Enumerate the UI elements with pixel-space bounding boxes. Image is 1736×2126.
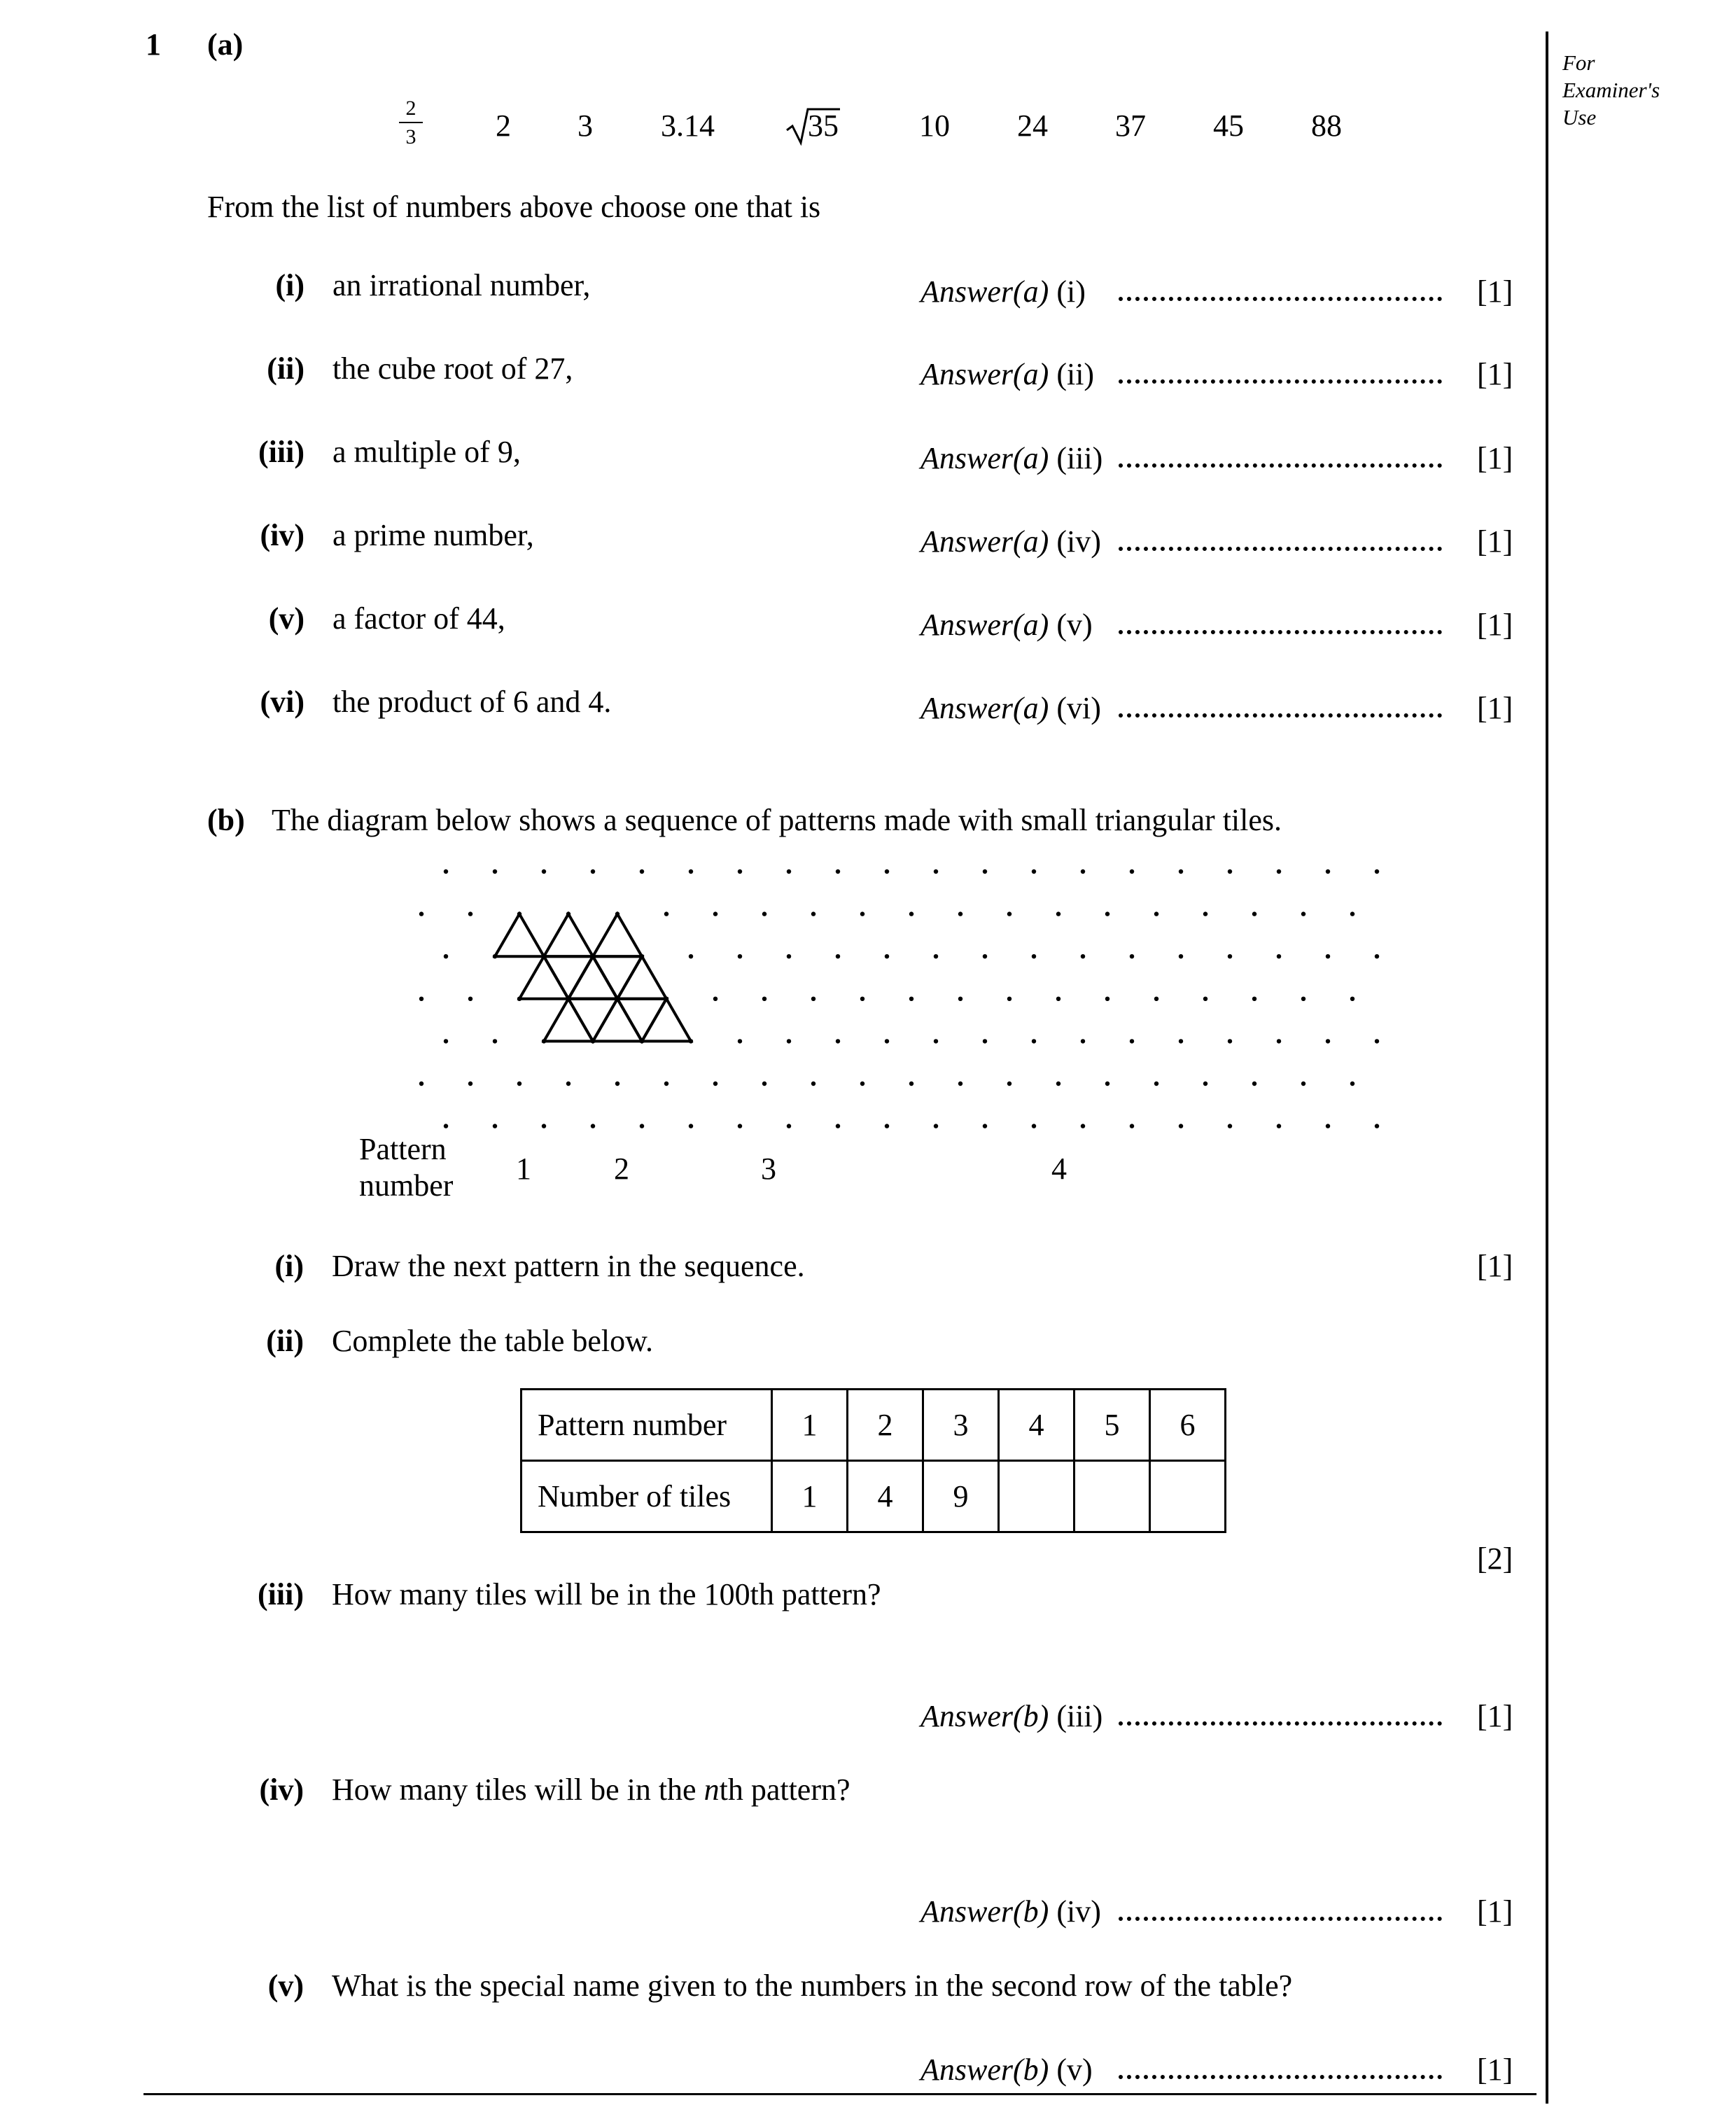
grid-dot	[1252, 1082, 1256, 1086]
question-text: a multiple of 9,	[332, 435, 521, 469]
pattern-number-2: 2	[614, 1152, 629, 1186]
grid-dot	[689, 1124, 693, 1128]
grid-dot	[983, 869, 987, 874]
part-b-v-marks: [1]	[1477, 2052, 1513, 2087]
grid-dot	[1375, 869, 1379, 874]
roman-label: (iii)	[258, 435, 304, 469]
grid-dot	[1203, 911, 1208, 916]
grid-dot	[909, 911, 913, 916]
grid-dot	[1081, 954, 1085, 958]
grid-dot	[493, 1039, 497, 1043]
part-b-v-answer-label	[920, 2052, 1093, 2087]
grid-dot	[1032, 1124, 1036, 1128]
fraction-denominator: 3	[405, 125, 416, 148]
table-header-pattern-number: Pattern number	[522, 1390, 772, 1461]
table-cell: 6	[1150, 1390, 1226, 1461]
grid-dot	[1277, 954, 1281, 958]
grid-dot	[1375, 954, 1379, 958]
number-two-thirds	[399, 98, 423, 148]
examiner-margin-line	[1546, 32, 1548, 2104]
grid-dot	[1301, 911, 1306, 916]
answer-label	[920, 274, 1086, 309]
roman-label: (i)	[275, 268, 304, 302]
grid-dot	[738, 1039, 742, 1043]
table-header-number-of-tiles: Number of tiles	[522, 1461, 772, 1532]
grid-dot	[909, 997, 913, 1001]
grid-dot	[1375, 1039, 1379, 1043]
roman-label: (vi)	[260, 685, 304, 719]
grid-dot	[1056, 997, 1060, 1001]
marks: [1]	[1477, 274, 1513, 309]
triangular-dot-grid[interactable]	[406, 858, 1414, 1152]
answer-suffix: (iv)	[1056, 1894, 1101, 1929]
triangular-tile	[568, 956, 617, 999]
number-45: 45	[1213, 109, 1244, 143]
grid-dot	[1277, 1039, 1281, 1043]
grid-dot	[1032, 869, 1036, 874]
part-b-i-label: (i)	[274, 1249, 304, 1283]
table-cell: 9	[923, 1461, 999, 1532]
grid-dot	[1228, 954, 1232, 958]
triangular-tile	[544, 914, 593, 957]
grid-dot	[787, 1039, 791, 1043]
answer-prefix: Answer(b)	[920, 1699, 1049, 1733]
grid-dot	[713, 1082, 718, 1086]
grid-dot	[591, 869, 595, 874]
part-b-v-answer-line[interactable]	[1119, 2075, 1442, 2079]
part-b-v-label: (v)	[267, 1968, 304, 2003]
grid-dot	[1350, 997, 1354, 1001]
triangular-tile	[617, 999, 666, 1042]
grid-dot	[983, 954, 987, 958]
grid-dot	[1375, 1124, 1379, 1128]
answer-prefix: Answer(a)	[920, 441, 1049, 475]
answer-line[interactable]	[1119, 547, 1442, 551]
number-10: 10	[919, 109, 950, 143]
grid-dot	[640, 1124, 644, 1128]
table-row-number-of-tiles	[522, 1461, 1226, 1532]
table-answer-cell-5[interactable]	[1074, 1461, 1150, 1532]
grid-dot	[811, 997, 816, 1001]
marks: [1]	[1477, 524, 1513, 559]
part-b-iv-answer-label	[920, 1896, 1101, 1927]
part-b-iii-answer-label	[920, 1701, 1102, 1732]
part-b-ii-text: Complete the table below.	[332, 1324, 654, 1358]
grid-dot	[1154, 997, 1158, 1001]
grid-dot	[934, 869, 938, 874]
grid-dot	[958, 1082, 962, 1086]
grid-dot	[566, 1082, 570, 1086]
grid-dot	[493, 869, 497, 874]
answer-prefix: Answer(a)	[920, 274, 1049, 309]
grid-dot	[517, 1082, 522, 1086]
grid-dot	[836, 1124, 840, 1128]
table-cell: 1	[772, 1390, 848, 1461]
part-b-v-text: What is the special name given to the numbers in the second row of the table?	[332, 1968, 1293, 2003]
part-b-label: (b)	[207, 803, 245, 837]
grid-dot	[1007, 1082, 1011, 1086]
part-b-iii-answer-line[interactable]	[1119, 1721, 1442, 1726]
grid-dot	[468, 1082, 472, 1086]
part-b-iv-marks: [1]	[1477, 1894, 1513, 1929]
grid-dot	[1105, 911, 1110, 916]
grid-dot	[1179, 869, 1183, 874]
part-b-iv-text	[332, 1772, 850, 1807]
grid-dot	[1301, 1082, 1306, 1086]
fraction-bar	[399, 122, 423, 123]
grid-dot	[1252, 911, 1256, 916]
question-number: 1	[146, 27, 161, 62]
marks: [1]	[1477, 357, 1513, 391]
grid-dot	[664, 1082, 668, 1086]
grid-dot	[615, 1082, 620, 1086]
answer-prefix: Answer(a)	[920, 524, 1049, 559]
grid-dot	[1007, 911, 1011, 916]
table-cell: 4	[999, 1390, 1074, 1461]
roman-label: (ii)	[267, 351, 304, 386]
part-b-i-marks: [1]	[1477, 1249, 1513, 1283]
answer-suffix: (vi)	[1056, 691, 1101, 725]
answer-suffix: (v)	[1056, 608, 1093, 642]
pattern-tiles-table	[520, 1388, 1226, 1533]
table-cell: 3	[923, 1390, 999, 1461]
grid-dot	[1326, 1124, 1330, 1128]
grid-dot	[444, 1124, 448, 1128]
number-37: 37	[1115, 109, 1146, 143]
answer-suffix: (iv)	[1056, 524, 1101, 559]
grid-dot	[1228, 869, 1232, 874]
table-answer-cell-6[interactable]	[1150, 1461, 1226, 1532]
grid-dot	[468, 911, 472, 916]
grid-dot	[1203, 1082, 1208, 1086]
grid-dot	[689, 869, 693, 874]
marks: [1]	[1477, 608, 1513, 642]
triangular-tile	[593, 956, 642, 999]
grid-dot	[811, 911, 816, 916]
grid-dot	[640, 869, 644, 874]
answer-label	[920, 526, 1101, 557]
grid-dot	[1179, 954, 1183, 958]
grid-dot	[787, 954, 791, 958]
triangular-tile	[593, 914, 642, 957]
grid-dot	[762, 911, 766, 916]
grid-dot	[909, 1082, 913, 1086]
grid-dot	[811, 1082, 816, 1086]
part-b-intro: The diagram below shows a sequence of patterns made with small triangular tiles.	[272, 803, 1282, 837]
answer-suffix: (ii)	[1056, 357, 1095, 391]
grid-dot	[444, 869, 448, 874]
part-b-iii-text: How many tiles will be in the 100th pattern?	[332, 1577, 881, 1611]
part-b-iv-label: (iv)	[259, 1772, 304, 1807]
triangular-tile	[568, 956, 617, 999]
fraction-numerator: 2	[405, 97, 416, 120]
triangular-tile	[495, 914, 544, 957]
grid-dot	[860, 997, 864, 1001]
grid-dot	[1130, 1124, 1134, 1128]
triangular-tile	[544, 999, 593, 1042]
grid-dot	[958, 911, 962, 916]
grid-dot	[1081, 1039, 1085, 1043]
grid-dot	[1277, 869, 1281, 874]
part-b-ii-label: (ii)	[266, 1324, 304, 1358]
answer-line[interactable]	[1119, 463, 1442, 468]
part-b-iii-marks: [1]	[1477, 1699, 1513, 1733]
grid-dot	[1105, 1082, 1110, 1086]
grid-dot	[934, 1039, 938, 1043]
grid-dot	[493, 1124, 497, 1128]
pattern-number-4: 4	[1051, 1152, 1067, 1186]
grid-dot	[1326, 869, 1330, 874]
grid-dot	[1154, 1082, 1158, 1086]
number-88: 88	[1311, 109, 1342, 143]
grid-dot	[934, 954, 938, 958]
grid-dot	[738, 954, 742, 958]
pattern-number-label-line2: number	[359, 1168, 454, 1203]
answer-label	[920, 359, 1094, 390]
pattern-number-label-line1: Pattern	[359, 1132, 447, 1166]
grid-dot	[1081, 869, 1085, 874]
grid-dot	[983, 1124, 987, 1128]
grid-dot	[1179, 1124, 1183, 1128]
answer-prefix: Answer(a)	[920, 691, 1049, 725]
grid-dot	[1228, 1039, 1232, 1043]
grid-dot	[1130, 869, 1134, 874]
roman-label: (iv)	[260, 518, 304, 552]
grid-dot	[1056, 911, 1060, 916]
grid-dot	[419, 1082, 424, 1086]
table-cell: 2	[848, 1390, 923, 1461]
grid-dot	[468, 997, 472, 1001]
grid-dot	[1032, 954, 1036, 958]
triangular-tile	[544, 956, 593, 999]
triangular-tile	[642, 999, 691, 1042]
grid-dot	[1130, 1039, 1134, 1043]
part-a-instruction: From the list of numbers above choose one that is	[207, 190, 821, 224]
grid-dot	[836, 869, 840, 874]
table-answer-cell-4[interactable]	[999, 1461, 1074, 1532]
grid-dot	[787, 1124, 791, 1128]
grid-dot	[1203, 997, 1208, 1001]
grid-dot	[983, 1039, 987, 1043]
grid-dot	[542, 869, 546, 874]
answer-label	[920, 693, 1101, 724]
grid-dot	[836, 1039, 840, 1043]
answer-prefix: Answer(a)	[920, 357, 1049, 391]
part-a-label: (a)	[207, 27, 244, 62]
grid-dot	[1105, 997, 1110, 1001]
number-24: 24	[1017, 109, 1048, 143]
part-b-i-text: Draw the next pattern in the sequence.	[332, 1249, 805, 1283]
pattern-number-1: 1	[516, 1152, 531, 1186]
pattern-number-3: 3	[761, 1152, 776, 1186]
grid-dot	[1032, 1039, 1036, 1043]
grid-dot	[1056, 1082, 1060, 1086]
grid-dot	[1350, 911, 1354, 916]
grid-dot	[1326, 1039, 1330, 1043]
roman-label: (v)	[268, 601, 304, 636]
grid-dot	[885, 954, 889, 958]
examiner-use-label: For Examiner's Use	[1562, 50, 1660, 130]
table-row-pattern-number	[522, 1390, 1226, 1461]
triangular-tile	[568, 999, 617, 1042]
grid-dot	[1326, 954, 1330, 958]
grid-dot	[689, 954, 693, 958]
sqrt-radicand: 35	[808, 109, 839, 143]
question-text: a prime number,	[332, 518, 534, 552]
table-cell: 4	[848, 1461, 923, 1532]
grid-dot	[444, 954, 448, 958]
marks: [1]	[1477, 441, 1513, 475]
grid-dot	[885, 869, 889, 874]
question-text: an irrational number,	[332, 268, 591, 302]
grid-dot	[1007, 997, 1011, 1001]
grid-dot	[787, 869, 791, 874]
answer-line[interactable]	[1119, 630, 1442, 634]
triangular-tile	[617, 956, 666, 999]
variable-n: n	[704, 1772, 720, 1807]
question-text: the cube root of 27,	[332, 351, 573, 386]
grid-dot	[885, 1124, 889, 1128]
answer-label	[920, 610, 1093, 641]
grid-dot	[542, 1124, 546, 1128]
table-cell: 1	[772, 1461, 848, 1532]
grid-dot	[934, 1124, 938, 1128]
answer-line[interactable]	[1119, 713, 1442, 718]
grid-dot	[664, 911, 668, 916]
grid-dot	[836, 954, 840, 958]
answer-suffix: (iii)	[1056, 441, 1103, 475]
grid-dot	[958, 997, 962, 1001]
grid-dot	[1081, 1124, 1085, 1128]
grid-dot	[1277, 1124, 1281, 1128]
answer-prefix: Answer(b)	[920, 1894, 1049, 1929]
grid-dot	[1154, 911, 1158, 916]
grid-dot	[419, 997, 424, 1001]
part-b-ii-marks: [2]	[1477, 1541, 1513, 1576]
triangular-tile	[593, 999, 642, 1042]
table-cell: 5	[1074, 1390, 1150, 1461]
answer-suffix: (v)	[1056, 2052, 1093, 2087]
grid-dot	[860, 911, 864, 916]
answer-prefix: Answer(b)	[920, 2052, 1049, 2087]
grid-dot	[1252, 997, 1256, 1001]
question-text: a factor of 44,	[332, 601, 505, 636]
grid-dot	[419, 911, 424, 916]
grid-dot	[1301, 997, 1306, 1001]
page-bottom-rule	[144, 2093, 1536, 2095]
grid-dot	[885, 1039, 889, 1043]
grid-dot	[738, 869, 742, 874]
triangular-tile	[519, 956, 568, 999]
grid-dot	[1350, 1082, 1354, 1086]
part-b-iv-answer-line[interactable]	[1119, 1917, 1442, 1921]
marks: [1]	[1477, 691, 1513, 725]
number-2: 2	[496, 109, 511, 143]
text-after: th pattern?	[719, 1772, 850, 1807]
answer-line[interactable]	[1119, 379, 1442, 384]
grid-dot	[591, 1124, 595, 1128]
text-before: How many tiles will be in the	[332, 1772, 704, 1807]
grid-dot	[762, 1082, 766, 1086]
answer-prefix: Answer(a)	[920, 608, 1049, 642]
grid-dot	[738, 1124, 742, 1128]
tile-patterns	[495, 914, 691, 1042]
number-3: 3	[578, 109, 593, 143]
answer-suffix: (iii)	[1056, 1699, 1103, 1733]
grid-dot	[1130, 954, 1134, 958]
number-3-14: 3.14	[661, 109, 715, 143]
answer-line[interactable]	[1119, 297, 1442, 301]
grid-dot	[860, 1082, 864, 1086]
answer-label	[920, 443, 1102, 474]
grid-dot	[1228, 1124, 1232, 1128]
grid-dot	[1179, 1039, 1183, 1043]
question-text: the product of 6 and 4.	[332, 685, 612, 719]
answer-suffix: (i)	[1056, 274, 1086, 309]
grid-dot	[713, 997, 718, 1001]
grid-dot	[762, 997, 766, 1001]
grid-dot	[713, 911, 718, 916]
grid-dot	[444, 1039, 448, 1043]
part-b-iii-label: (iii)	[258, 1577, 304, 1611]
